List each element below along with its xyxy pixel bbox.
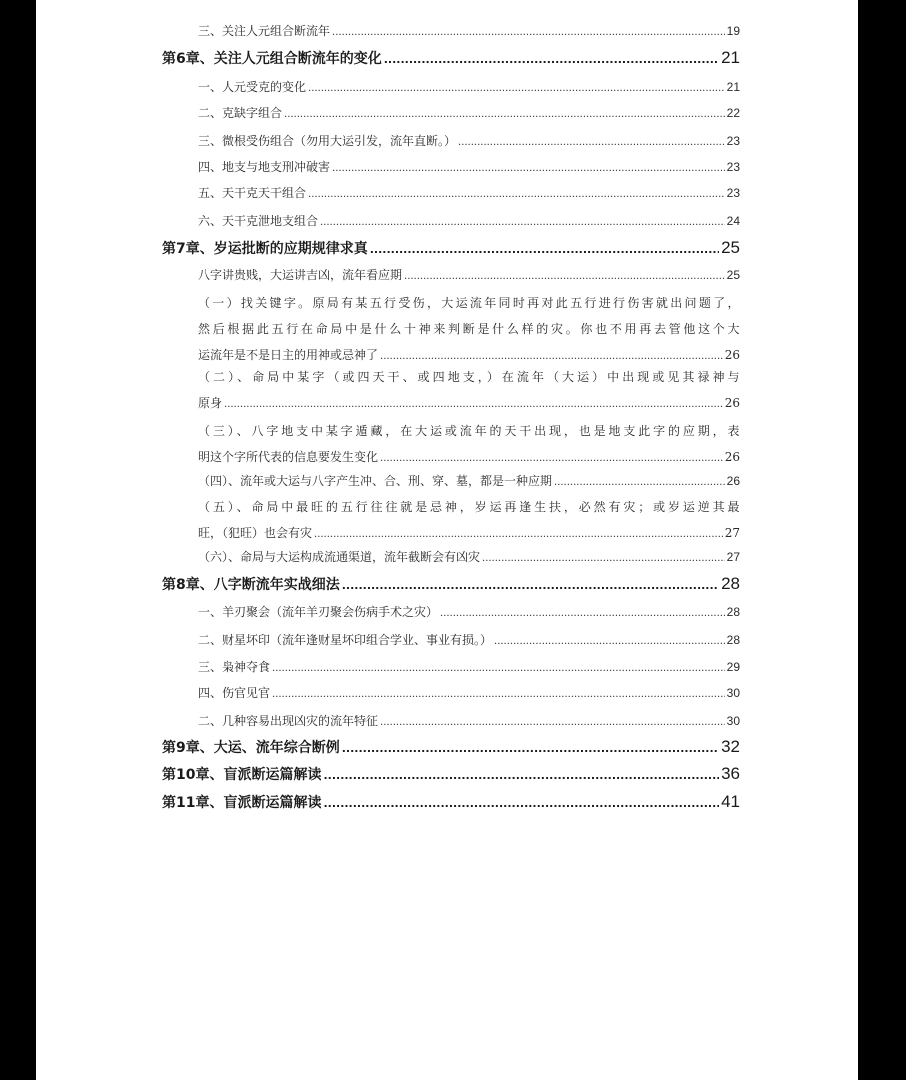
toc-entry-text: 运流年是不是日主的用神或忌神了 — [198, 348, 379, 362]
toc-entry-text: 八字讲贵贱，大运讲吉凶，流年看应期 — [198, 268, 403, 282]
page-number: 24 — [726, 214, 740, 228]
toc-entry-text: 二、克缺字组合 — [198, 106, 283, 120]
toc-entry-text: 明这个字所代表的信息要发生变化 — [198, 450, 379, 464]
dot-leader — [332, 24, 725, 38]
toc-entry-text: 四、地支与地支刑冲破害 — [198, 160, 331, 174]
dot-leader — [380, 450, 723, 464]
toc-entry-text: 第11章、盲派断运篇解读 — [162, 795, 322, 811]
toc-entry-text: 第6章、关注人元组合断流年的变化 — [162, 51, 382, 67]
toc-section-entry[interactable] — [198, 184, 740, 201]
dot-leader — [272, 660, 725, 674]
page-number: 23 — [726, 186, 740, 200]
dot-leader — [380, 348, 723, 362]
dot-leader — [370, 241, 719, 257]
dot-leader — [323, 767, 719, 783]
toc-section-entry[interactable] — [198, 712, 740, 729]
dot-leader — [308, 80, 725, 94]
page-number: 41 — [721, 792, 740, 811]
page-number: 28 — [726, 633, 740, 647]
page-number: 27 — [726, 550, 740, 564]
toc-entry-text: （六）、命局与大运构成流通渠道，流年截断会有凶灾 — [198, 550, 481, 564]
toc-chapter-entry[interactable] — [162, 574, 740, 594]
dot-leader — [332, 160, 725, 174]
toc-chapter-entry[interactable] — [162, 238, 740, 258]
page-number: 27 — [724, 526, 740, 540]
dot-leader — [323, 795, 719, 811]
toc-entry-text: 一、人元受克的变化 — [198, 80, 307, 94]
page-number: 29 — [726, 660, 740, 674]
toc-chapter-entry[interactable] — [162, 792, 740, 812]
page-number: 30 — [726, 714, 740, 728]
toc-section-entry[interactable] — [198, 78, 740, 95]
dot-leader — [308, 186, 725, 200]
toc-section-entry[interactable] — [198, 658, 740, 675]
dot-leader — [458, 134, 725, 148]
page-number: 30 — [726, 686, 740, 700]
toc-entry-text: 第10章、盲派断运篇解读 — [162, 767, 322, 783]
toc-entry-text: 二、财星坏印（流年逢财星坏印组合学业、事业有损。） — [198, 633, 493, 647]
toc-entry-text: 然后根据此五行在命局中是什么十神来判断是什么样的灾。你也不用再去管他这个大 — [198, 322, 740, 336]
page-number: 26 — [726, 474, 740, 488]
dot-leader — [380, 714, 725, 728]
toc-entry-text: （一）找关键字。原局有某五行受伤，大运流年同时再对此五行进行伤害就出问题了， — [198, 296, 740, 310]
dot-leader — [440, 605, 725, 619]
toc-section-entry[interactable] — [198, 212, 740, 229]
page-number: 32 — [721, 737, 740, 756]
toc-entry-text: （五）、命局中最旺的五行往往就是忌神，岁运再逢生扶，必然有灾；或岁运逆其最 — [198, 500, 740, 514]
toc-entry-text: 第9章、大运、流年综合断例 — [162, 740, 340, 756]
toc-entry-text: 第7章、岁运批断的应期规律求真 — [162, 241, 368, 257]
page-number: 28 — [726, 605, 740, 619]
toc-section-entry[interactable] — [198, 104, 740, 121]
toc-entry-text: 四、伤官见官 — [198, 686, 271, 700]
toc-section-entry[interactable] — [198, 684, 740, 701]
dot-leader — [224, 396, 723, 410]
toc-section-entry[interactable] — [198, 603, 740, 620]
toc-entry-text: （二）、命局中某字（或四天干、或四地支，）在流年（大运）中出现或见其禄神与 — [198, 370, 740, 384]
toc-entry-text: （四）、流年或大运与八字产生冲、合、刑、穿、墓，都是一种应期 — [198, 474, 553, 488]
toc-chapter-entry[interactable] — [162, 737, 740, 757]
dot-leader — [482, 550, 725, 564]
page-number: 23 — [726, 160, 740, 174]
toc-chapter-entry[interactable] — [162, 764, 740, 784]
page-number: 26 — [724, 396, 740, 410]
page-number: 26 — [724, 450, 740, 464]
toc-section-entry[interactable] — [198, 22, 740, 39]
dot-leader — [284, 106, 725, 120]
page-number: 25 — [721, 238, 740, 257]
toc-entry-text: 一、羊刃聚会（流年羊刃聚会伤病手术之灾） — [198, 605, 439, 619]
toc-entry-text: 三、枭神夺食 — [198, 660, 271, 674]
page-number: 25 — [726, 268, 740, 282]
document-page — [36, 0, 858, 1080]
dot-leader — [342, 740, 719, 756]
page-number: 21 — [721, 48, 740, 67]
toc-section-entry[interactable] — [198, 158, 740, 175]
toc-entry-text: （三）、八字地支中某字遁藏，在大运或流年的天干出现，也是地支此字的应期，表 — [198, 424, 740, 438]
page-number: 21 — [726, 80, 740, 94]
dot-leader — [384, 51, 719, 67]
dot-leader — [554, 474, 725, 488]
toc-entry-text: 三、关注人元组合断流年 — [198, 24, 331, 38]
dot-leader — [314, 526, 723, 540]
toc-entry-text: 第8章、八字断流年实战细法 — [162, 577, 340, 593]
page-number: 26 — [724, 348, 740, 362]
toc-entry-text: 二、几种容易出现凶灾的流年特征 — [198, 714, 379, 728]
dot-leader — [494, 633, 725, 647]
toc-section-entry[interactable] — [198, 631, 740, 648]
toc-section-entry[interactable] — [198, 472, 740, 489]
toc-section-entry[interactable] — [198, 548, 740, 565]
toc-chapter-entry[interactable] — [162, 48, 740, 68]
page-number: 19 — [726, 24, 740, 38]
toc-entry-text: 三、微根受伤组合（勿用大运引发，流年直断。） — [198, 134, 457, 148]
page-number: 23 — [726, 134, 740, 148]
toc-entry-text: 旺，（犯旺）也会有灾 — [198, 526, 313, 540]
dot-leader — [404, 268, 725, 282]
toc-entry-text: 五、天干克天干组合 — [198, 186, 307, 200]
toc-section-entry[interactable] — [198, 132, 740, 149]
dot-leader — [342, 577, 719, 593]
toc-entry-text: 六、天干克泄地支组合 — [198, 214, 319, 228]
page-number: 28 — [721, 574, 740, 593]
dot-leader — [320, 214, 725, 228]
page-number: 36 — [721, 764, 740, 783]
toc-entry-text: 原身 — [198, 396, 223, 410]
dot-leader — [272, 686, 725, 700]
toc-section-entry[interactable] — [198, 266, 740, 283]
page-number: 22 — [726, 106, 740, 120]
